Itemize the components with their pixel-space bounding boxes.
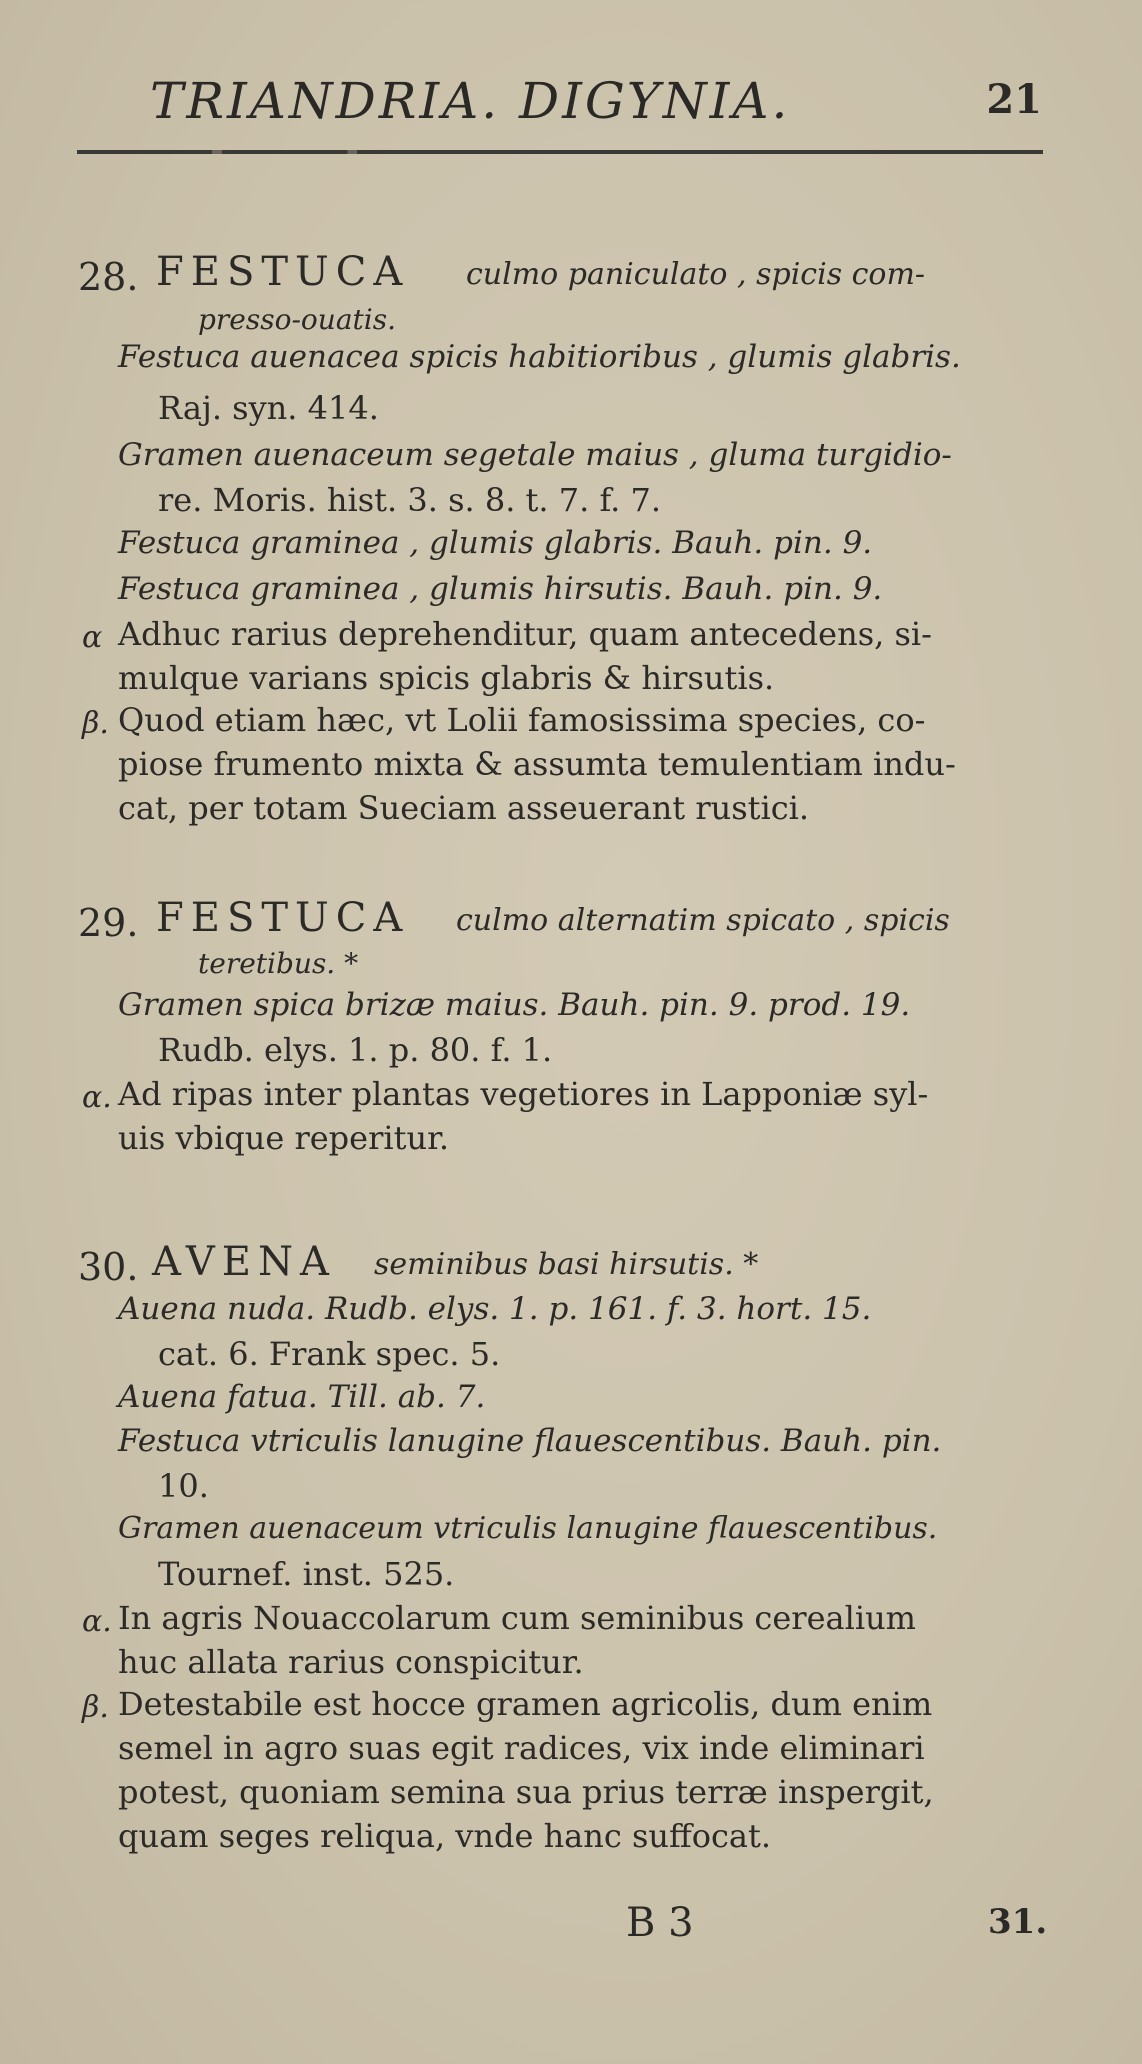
note-marker: β.: [82, 706, 109, 741]
page-number: 21: [986, 76, 1042, 123]
genus-name: FESTUCA: [156, 895, 410, 941]
genus-name: AVENA: [152, 1239, 336, 1285]
catchword: 31.: [988, 1902, 1048, 1942]
note-marker: β.: [82, 1690, 109, 1725]
synonym-line: Festuca graminea , glumis glabris. Bauh. pin. 9.: [118, 525, 873, 561]
note-line: Detestabile est hocce gramen agricolis, dum enim: [118, 1685, 933, 1723]
running-title: TRIANDRIA. DIGYNIA.: [150, 72, 791, 130]
note-line: Quod etiam hæc, vt Lolii famosissima species, co-: [118, 701, 926, 739]
entry-number: 29.: [78, 901, 139, 945]
note-marker: α.: [82, 1080, 112, 1115]
diagnosis-cont: presso-ouatis.: [198, 303, 396, 336]
note-line: In agris Nouaccolarum cum seminibus cerealium: [118, 1599, 917, 1637]
running-header: [150, 72, 1050, 132]
note-line: piose frumento mixta & assumta temulentiam indu-: [118, 745, 956, 783]
synonym-line: Rudb. elys. 1. p. 80. f. 1.: [158, 1031, 553, 1069]
synonym-line: Auena nuda. Rudb. elys. 1. p. 161. f. 3. hort. 15.: [118, 1291, 872, 1327]
synonym-line: Gramen auenaceum vtriculis lanugine flauescentibus.: [118, 1511, 938, 1546]
synonym-line: Tournef. inst. 525.: [158, 1555, 455, 1593]
synonym-line: cat. 6. Frank spec. 5.: [158, 1335, 501, 1373]
diagnosis-cont: teretibus. *: [198, 947, 359, 980]
note-line: Adhuc rarius deprehenditur, quam antecedens, si-: [118, 615, 932, 653]
header-rule: [77, 150, 1043, 154]
signature-mark: B 3: [626, 1900, 694, 1946]
synonym-line: Gramen spica brizæ maius. Bauh. pin. 9. prod. 19.: [118, 987, 911, 1023]
diagnosis: culmo alternatim spicato , spicis: [456, 903, 950, 938]
entry-number: 30.: [78, 1245, 139, 1289]
synonym-line: Festuca vtriculis lanugine flauescentibus. Bauh. pin.: [118, 1423, 942, 1459]
note-marker: α: [82, 620, 103, 655]
note-line: huc allata rarius conspicitur.: [118, 1643, 584, 1681]
note-marker: α.: [82, 1604, 112, 1639]
synonym-line: 10.: [158, 1467, 209, 1505]
synonym-line: Raj. syn. 414.: [158, 389, 379, 427]
genus-name: FESTUCA: [156, 249, 410, 295]
note-line: quam seges reliqua, vnde hanc suffocat.: [118, 1817, 772, 1855]
note-line: potest, quoniam semina sua prius terræ inspergit,: [118, 1773, 934, 1811]
note-line: mulque varians spicis glabris & hirsutis.: [118, 659, 775, 697]
synonym-line: Festuca graminea , glumis hirsutis. Bauh. pin. 9.: [118, 571, 883, 607]
note-line: cat, per totam Sueciam asseuerant rustici.: [118, 789, 810, 827]
note-line: Ad ripas inter plantas vegetiores in Lapponiæ syl-: [118, 1075, 929, 1113]
note-line: uis vbique reperitur.: [118, 1119, 450, 1157]
synonym-line: Gramen auenaceum segetale maius , gluma turgidio-: [118, 437, 952, 473]
synonym-line: Auena fatua. Till. ab. 7.: [118, 1379, 486, 1415]
synonym-line: re. Moris. hist. 3. s. 8. t. 7. f. 7.: [158, 481, 662, 519]
entry-number: 28.: [78, 255, 139, 299]
synonym-line: Festuca auenacea spicis habitioribus , glumis glabris.: [118, 339, 961, 375]
note-line: semel in agro suas egit radices, vix inde eliminari: [118, 1729, 925, 1767]
diagnosis: seminibus basi hirsutis. *: [374, 1247, 759, 1282]
diagnosis: culmo paniculato , spicis com-: [466, 257, 926, 292]
